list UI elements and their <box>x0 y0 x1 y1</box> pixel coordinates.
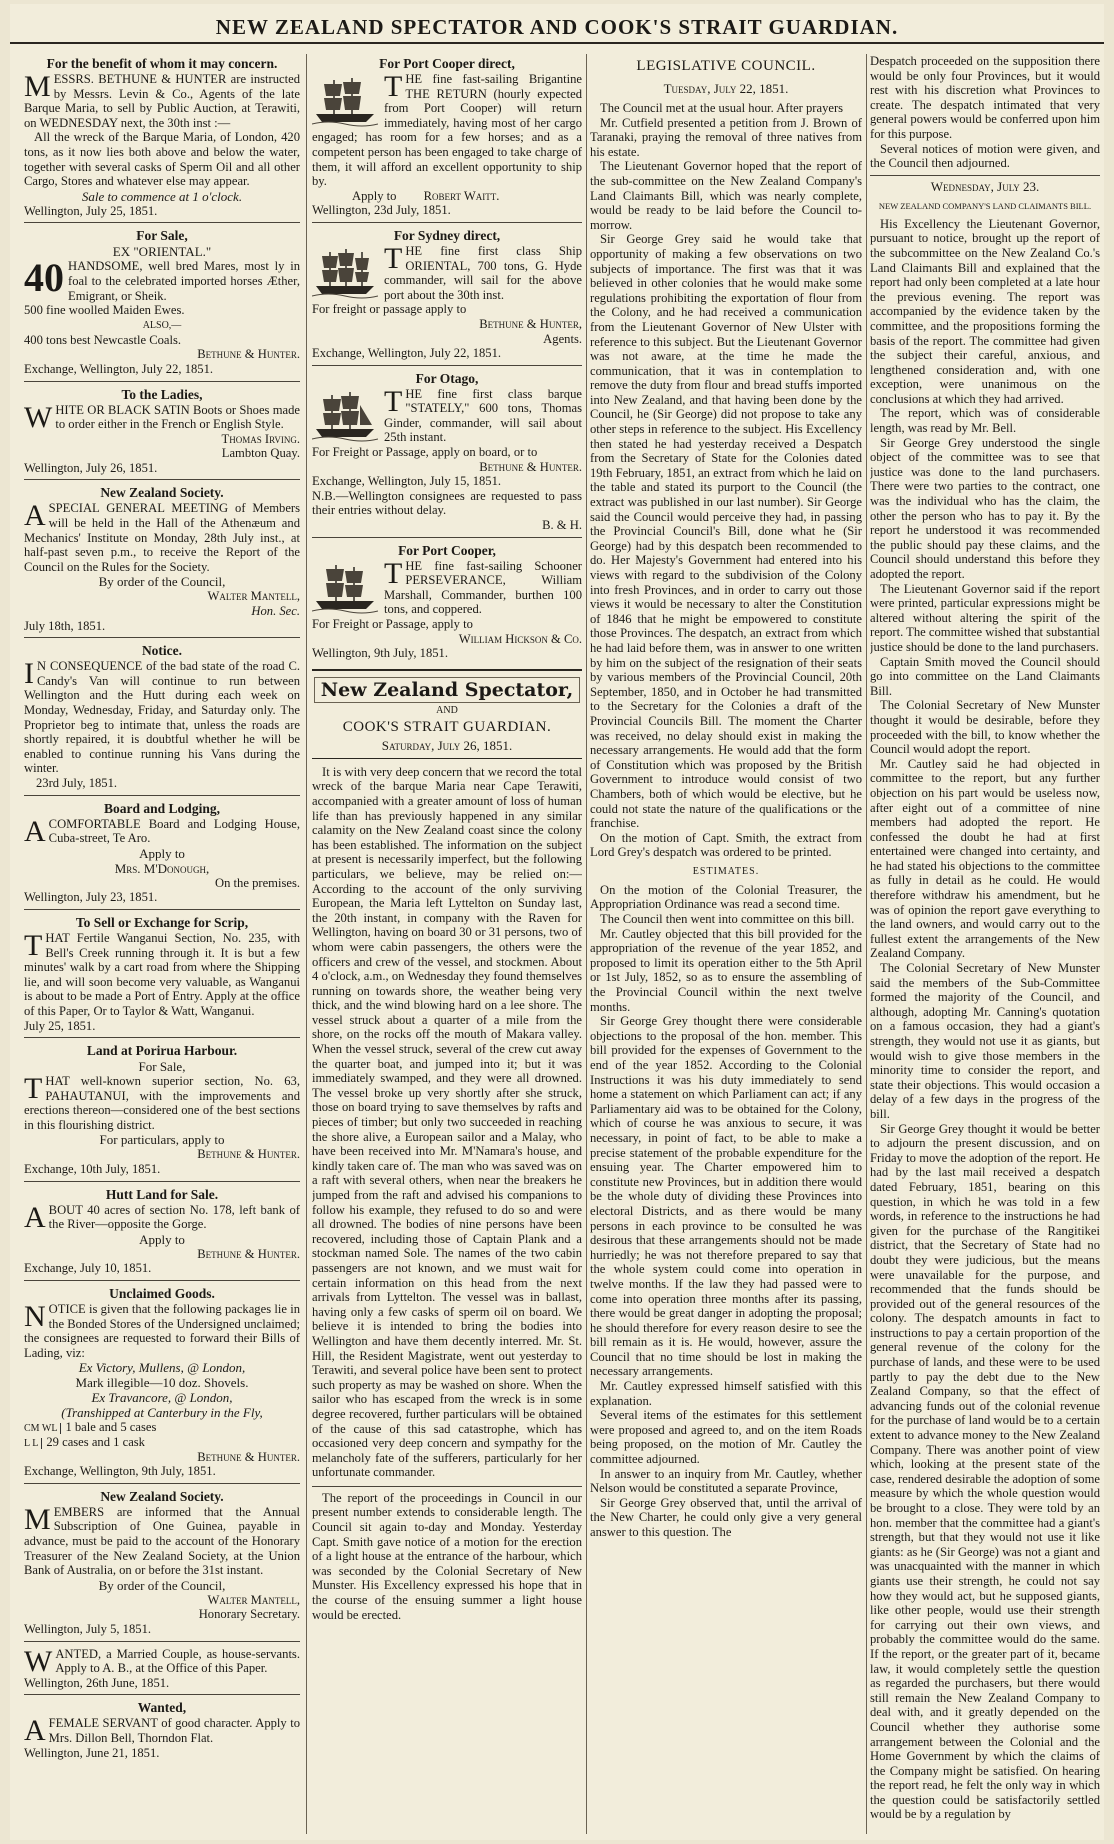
newspaper-page <box>10 4 1104 1840</box>
council-report-continued: Despatch proceeded on the supposition there would be only four Provinces, but it would rest with his discretion what Provinces to create. The despatch intimated that very general powers would be conferred upon him for this purpose. Several notices of motion were given, and the Council then adjourned. <box>870 54 1100 171</box>
section-date: Tuesday, July 22, 1851. <box>663 81 789 96</box>
section-date: Wednesday, July 23. <box>870 175 1100 195</box>
column-rule <box>586 54 587 1834</box>
ship-icon <box>312 74 378 128</box>
ad-to-the-ladies: To the Ladies, WHITE OR BLACK SATIN Boots or Shoes made to order either in the French or English Style. Thomas Irving. Lambton Quay. Wellington, July 26, 1851. <box>24 385 300 481</box>
ad-sydney-oriental: For Sydney direct, THE fine first class Ship ORIENTAL, 700 tons, G. Hyde commander, will sail for the above port about the 30th inst. For freight or passage apply to Bethune & Hunter, Agents. Exchange, Wellington, July 22, 1851. <box>312 226 582 366</box>
ad-wanted-servant: Wanted, AFEMALE SERVANT of good character. Apply to Mrs. Dillon Bell, Thorndon Flat. Wellington, June 21, 1851. <box>24 1700 300 1760</box>
council-report: The Council met at the usual hour. After prayers Mr. Cutfield presented a petition from J. Brown of Taranaki, praying the removal of three natives from his estate. The Lieutenant Governor hoped that the report of the sub-committee on the New Zealand Company's Land Claimants Bill, which was nearly complete, would be ready to be laid before the Council to-morrow. Sir George Grey said he would take that opportunity of making a few observations on two subjects of importance. The first was that it was believed in other colonies that he would make some regulations prohibiting the exportation of flour from the Colony, and he had received a communication from the Lieutenant Governor of New Ulster with reference to this subject. But the Lieutenant Governor was not aware, at the time he made the communication, that it was in contemplation to remove the duty from flour and bread stuffs imported into New Zealand, and that having been done by the Council, he (Sir George) did not propose to take any other steps in reference to the subject. His Excellency then stated he had yesterday received a Despatch from the Secretary of State for the Colonies dated 19th February, 1851, an extract from which he laid on the table and stated its purport to the Council (the extract was published in our last number). Sir George said the Council would perceive they had, in passing the Provincial Council's Bill, done what he (Sir George) had by this despatch been recommended to do. Her Majesty's Government had entered into his views with regard to the subdivision of the Colony into fresh Provinces, and in order to carry out those views it would be necessary to alter the Constitution of 1846 that he might be empowered to constitute those Provinces. The despatch, an extract from which he had laid before them, was in answer to one written by him on the subject of the resignation of their seats by various members of the Provincial Council, 20th September, 1850, and in October he had transmitted to the Secretary for the Colonies a draft of the Provincial Councils Bill. The moment the Charter was received, no delay should exist in making the necessary arrangements. He would add that the form of Constitution which was proposed by the British Government to introduce would consist of two Chambers, both of which would be elective, but he could not state the nature of the qualifications or the franchise. On the motion of Capt. Smith, the extract from Lord Grey's despatch was ordered to be printed. <box>590 101 862 860</box>
ad-nz-society-subscription: New Zealand Society. MEMBERS are informed that the Annual Subscription of One Guinea, payable in advance, must be paid to the account of the Honorary Treasurer of the New Zealand Society, at the Union Bank of Australia, on or before the 31st instant. By order of the Council, Walter Mantell, Honorary Secretary. Wellington, July 5, 1851. <box>24 1487 300 1642</box>
ad-port-cooper-return: For Port Cooper direct, THE fine fast-sailing Brigantine THE RETURN (hourly expected from Port Cooper) will return immediately, having most of her cargo engaged; has room for a few horses; and as a competent person has been engaged to take charge of them, it will afford an excellent opportunity to ship by. Apply to Robert Waitt. Wellington, 23d July, 1851. <box>312 54 582 223</box>
ad-wanganui-section: To Sell or Exchange for Scrip, THAT Fertile Wanganui Section, No. 235, with Bell's Creek running through it. It is but a few minutes' walk by a cart road from where the Shipping lie, and will soon become very valuable, as Wanganui is about to be made a Port of Entry. Apply at the office of this Paper, Or to Taylor & Watt, Wanganui. July 25, 1851. <box>24 913 300 1038</box>
ad-nz-society-meeting: New Zealand Society. ASPECIAL GENERAL MEETING of Members will be held in the Hall of the Athenæum and Mechanics' Institute on Monday, 28th July inst., at half-past seven p.m., to receive the Report of the Council on the Rules for the Society. By order of the Council, Walter Mantell, Hon. Sec. July 18th, 1851. <box>24 483 300 638</box>
land-claimants-report: His Excellency the Lieutenant Governor, pursuant to notice, brought up the report of the subcommittee on the New Zealand Co.'s Land Claimants Bill and explained that the report had only been completed at a late hour the previous evening. The report was accompanied by the evidence taken by the committee, and the propositions forming the basis of the report. The committee had given the subject their careful, anxious, and lengthened consideration and, with one exception, were unanimous on the conclusions at which they had arrived. The report, which was of considerable length, was read by Mr. Bell. Sir George Grey understood the single object of the committee was to see that justice was done to the land purchasers. There were two parties to the contract, one was the individual who has the claim, the other the person who has to pay it. By the report he understood it was recommended the public should pay these claims, and the Council should understand this before they adopted the report. The Lieutenant Governor said if the report were printed, particular expressions might be altered without altering the spirit of the report. The committee wished that substantial justice should be done to the land purchasers. Captain Smith moved the Council should go into committee on the Land Claimants Bill. The Colonial Secretary of New Munster thought it would be desirable, before they proceeded with the bill, to know whether the Council would adopt the report. Mr. Cautley said he had objected in committee to the report, but any further objection on his part would be useless now, after eight out of a committee of nine members had adopted the report. He confessed the doubt he had at first entertained were changed into certainty, and he had stated his objections to the committee as fully in detail as he could. He would therefore withdraw his amendment, but he was of opinion the report gave everything to the land owners, and would carry out to the fullest extent the arrangements of the New Zealand Company. The Colonial Secretary of New Munster said the members of the Sub-Committee formed the majority of the Council, and although, adopting Mr. Canning's quotation on a famous occasion, they had a giant's strength, they would not use it as giants, but would wish to give those members in the minority time to consider the report, and state their objections. This would occasion a delay of a few days in the progress of the bill. Sir George Grey thought it would be better to adjourn the present discussion, and on Friday to move the adoption of the report. He had by the last mail received a despatch dated February, 1851, bearing on this question, in which he was told in a few words, in reference to the instructions he had given for the purchase of the Rangitikei district, that the Secretary of State had no doubt they were judicious, but the means were unavailable for the purpose, and recommended that the funds should be provided out of the general resources of the colony. The despatch amounts in fact to instructions to pay a certain proportion of the general revenue of the colony for the purchase of lands, and these were to be used partly to pay the debt due to the New Zealand Company, so that the effect of advancing funds out of the colonial revenue for the purchase of land would be to a certain extent to advance money to the New Zealand Company. There was another point of view which, looking at the present state of the case, rendered desirable the adoption of some measure by which the whole question would be brought to a close. They were told by an hon. member that the committee had a giant's strength, but that they would not use it like giants: as he (Sir George) was not a giant and was unacquainted with the manner in which giants use their strength, he could not say how they would act, but he supposed giants, like other people, would use their strength for carrying out their own views, and probably the committee would do the same. If the report, or the greater part of it, became law, it would completely settle the question as regarded the purchasers, but there would still remain the New Zealand Company to deal with, and it greatly depended on the Council whether they authorise some arrangement between the Colonial and the Home Government by which the claims of the Company might be satisfied. On hearing the report read, he felt the only way in which the question could be satisfactorily settled would be by a regulation by <box>870 216 1100 1822</box>
land-claimants-heading: NEW ZEALAND COMPANY'S LAND CLAIMANTS BILL. <box>878 200 1092 211</box>
editorial-council-note: The report of the proceedings in Council in our present number extends to considerable length. The Council sit again to-day and Monday. Yesterday Capt. Smith gave notice of a motion for the erection of a light house at the entrance of the harbour, which was seconded by the Colonial Secretary of New Munster. His Excellency expressed his hope that in the course of the ensuing summer a light house would be erected. <box>312 1486 582 1622</box>
estimates-heading: ESTIMATES. <box>692 865 760 877</box>
ad-for-sale-oriental: For Sale, EX "ORIENTAL." 40 HANDSOME, well bred Mares, most ly in foal to the celebrated imported horses Æther, Emigrant, or Sheik. 500 fine woolled Maiden Ewes. ALSO,— 400 tons best Newcastle Coals. Bethune & Hunter. Exchange, Wellington, July 22, 1851. <box>24 226 300 381</box>
legislative-council-heading: LEGISLATIVE COUNCIL. <box>636 58 816 74</box>
column-3 <box>590 54 862 1540</box>
ship-icon <box>312 246 378 300</box>
ad-notice-van: Notice. I N CONSEQUENCE of the bad state of the road C. Candy's Van will continue to run between Wellington and the Hutt during each week on Monday, Wednesday, Friday, and Saturday only. The Proprietor beg to intimate that, unless the roads are shortly repaired, it is doubtful whether he will be enabled to continue running his Vans during the winter. 23rd July, 1851. <box>24 641 300 795</box>
column-rule <box>306 54 307 1834</box>
ad-wreck-auction: For the benefit of whom it may concern. MESSRS. BETHUNE & HUNTER are instructed by Messrs. Levin & Co., Agents of the late Barque Maria, to sell by Public Auction, at Terawiti, on WEDNESDAY next, the 30th inst :— All the wreck of the Barque Maria, of London, 420 tons, as it now lies both above and below the water, together with several casks of Sperm Oil and all other Cargo, Stores and whatever else may appear. Sale to commence at 1 o'clock. Wellington, July 25, 1851. <box>24 54 300 223</box>
ship-icon <box>312 389 378 443</box>
column-rule <box>866 54 867 1834</box>
column-4 <box>870 54 1100 1822</box>
column-2 <box>312 54 582 1622</box>
column-1 <box>24 54 300 1767</box>
ad-port-cooper-perseverance: For Port Cooper, THE fine fast-sailing Schooner PERSEVERANCE, William Marshall, Commander, burthen 100 tons, and coppered. For Freight or Passage, apply to William Hickson & Co. Wellington, 9th July, 1851. <box>312 542 582 661</box>
masthead: NEW ZEALAND SPECTATOR AND COOK'S STRAIT GUARDIAN. <box>10 10 1104 44</box>
ship-icon <box>312 561 378 615</box>
ad-hutt-land: Hutt Land for Sale. ABOUT 40 acres of section No. 178, left bank of the River—opposite the Gorge. Apply to Bethune & Hunter. Exchange, July 10, 1851. <box>24 1185 300 1281</box>
editorial-masthead: New Zealand Spectator, AND COOK'S STRAIT GUARDIAN. Saturday, July 26, 1851. <box>312 669 582 759</box>
ad-otago-stately: For Otago, THE fine first class barque "STATELY," 600 tons, Thomas Ginder, commander, will sail about 25th instant. For Freight or Passage, apply on board, or to Bethune & Hunter. Exchange, Wellington, July 15, 1851. N.B.—Wellington consignees are requested to pass their entries without delay. B. & H. <box>312 369 582 538</box>
ad-wanted-couple: WANTED, a Married Couple, as house-servants. Apply to A. B., at the Office of this Paper. Wellington, 26th June, 1851. <box>24 1645 300 1696</box>
ad-unclaimed-goods: Unclaimed Goods. NOTICE is given that the following packages lie in the Bonded Stores of the Undersigned unclaimed; the consignees are requested to forward their Bills of Lading, viz: Ex Victory, Mullens, @ London, Mark illegible—10 doz. Shovels. Ex Travancore, @ London, (Transhipped at Canterbury in the Fly, CM WL 1 bale and 5 cases L L 29 cases and 1 cask Bethune & Hunter. Exchange, Wellington, 9th July, 1851. <box>24 1284 300 1484</box>
ad-porirua-land: Land at Porirua Harbour. For Sale, THAT well-known superior section, No. 63, PAHAUTANUI, with the improvements and erections thereon—considered one of the best sections in this flourishing district. For particulars, apply to Bethune & Hunter. Exchange, 10th July, 1851. <box>24 1041 300 1182</box>
editorial-wreck-article: It is with very deep concern that we record the total wreck of the barque Maria near Cape Terawiti, accompanied with a greater amount of loss of human life than has previously happened in any similar calamity on the New Zealand coast since the colony has been established. The information on the subject at present is necessarily imperfect, but the following particulars, we believe, may be relied on:—According to the account of the only surviving European, the Maria left Lyttelton on Sunday last, the 20th instant, in company with the Raven for Wellington, having on board 30 or 31 persons, two of whom were cabin passengers, the others were the officers and crew of the vessel, and stockmen. About 4 o'clock, a.m., on Wednesday they found themselves running on towards shore, the weather being very thick, and the wind blowing hard on a lee shore. The vessel struck about a quarter of a mile from the shore, on the rocks off the mouth of Makara valley. When the vessel struck, several of the crew cut away the quarter boat, and jumped into it; but it was immediately swamped, and they were all drowned. The vessel broke up very shortly after she struck, those on board trying to save themselves by rafts and pieces of timber; but only two succeeded in reaching the shore alive, a European sailor and a Malay, who have been received into Mr. M'Namara's house, and kindly taken care of. The man who was saved was on a raft with several others, when near the breakers he jumped from the raft and advised his companions to follow his example, they refused to do so and were all drowned. The bodies of nine persons have been recovered, including those of Captain Plank and a stockman named Sole. The names of the two cabin passengers are not known, and we must wait for certain information on this head from the next arrivals from Lyttelton. The vessel was in ballast, having only a few casks of sperm oil on board. We believe it is intended to bring the bodies into Wellington and have them decently interred. Mr. St. Hill, the Resident Magistrate, went out yesterday to Terawiti, and several police have been sent to protect such property as may be washed on shore. When the sailor who has escaped from the wreck is in some degree recovered, further particulars will be obtained of the cause of this sad catastrophe, which has occasioned very deep concern and sympathy for the melancholy fate of the sufferers, particularly for her unfortunate commander. <box>312 764 582 1480</box>
estimates-report: On the motion of the Colonial Treasurer, the Appropriation Ordinance was read a second time. The Council then went into committee on this bill. Mr. Cautley objected that this bill provided for the appropriation of the revenue of the year 1852, and proposed to limit its operation either to the 5th April or 1st July, 1852, so as to ensure the assembling of the Provincial Council within the next twelve months. Sir George Grey thought there were considerable objections to the proposal of the hon. member. This bill provided for the expenses of Government to the end of the year 1852. According to the Colonial Instructions it was his duty immediately to send home a statement on which Parliament can act; if any Parliamentary aid was to be obtained for the Colony, which of course he was anxious to secure, it was necessary, in point of fact, to be able to make a precise statement of the probable expenditure for the ensuing year. The Charter empowered him to constitute new Provinces, but in addition there would be the whole duty of dividing these Provinces into electoral Districts, and as there would be many persons in each province to be consulted he was desirous that these arrangements should not be made hurriedly; he was not therefore prepared to say that the whole system could come into operation in twelve months. If the law they had passed were to come into operation three months after its passing, there would be great danger in adopting the proposal; he should therefore for every reason desire to see the bill remain as it is. He would, however, assure the Council that no time should be lost in making the necessary arrangements. Mr. Cautley expressed himself satisfied with this explanation. Several items of the estimates for this settlement were proposed and agreed to, and on the item Roads being proposed, on the motion of Mr. Cautley the committee adjourned. In answer to an inquiry from Mr. Cautley, whether Nelson would be constituted a separate Province, Sir George Grey observed that, until the arrival of the New Charter, he could only give a very general answer to this question. The <box>590 882 862 1539</box>
ad-board-lodging: Board and Lodging, ACOMFORTABLE Board and Lodging House, Cuba-street, Te Aro. Apply to Mrs. M'Donough, On the premises. Wellington, July 23, 1851. <box>24 799 300 910</box>
